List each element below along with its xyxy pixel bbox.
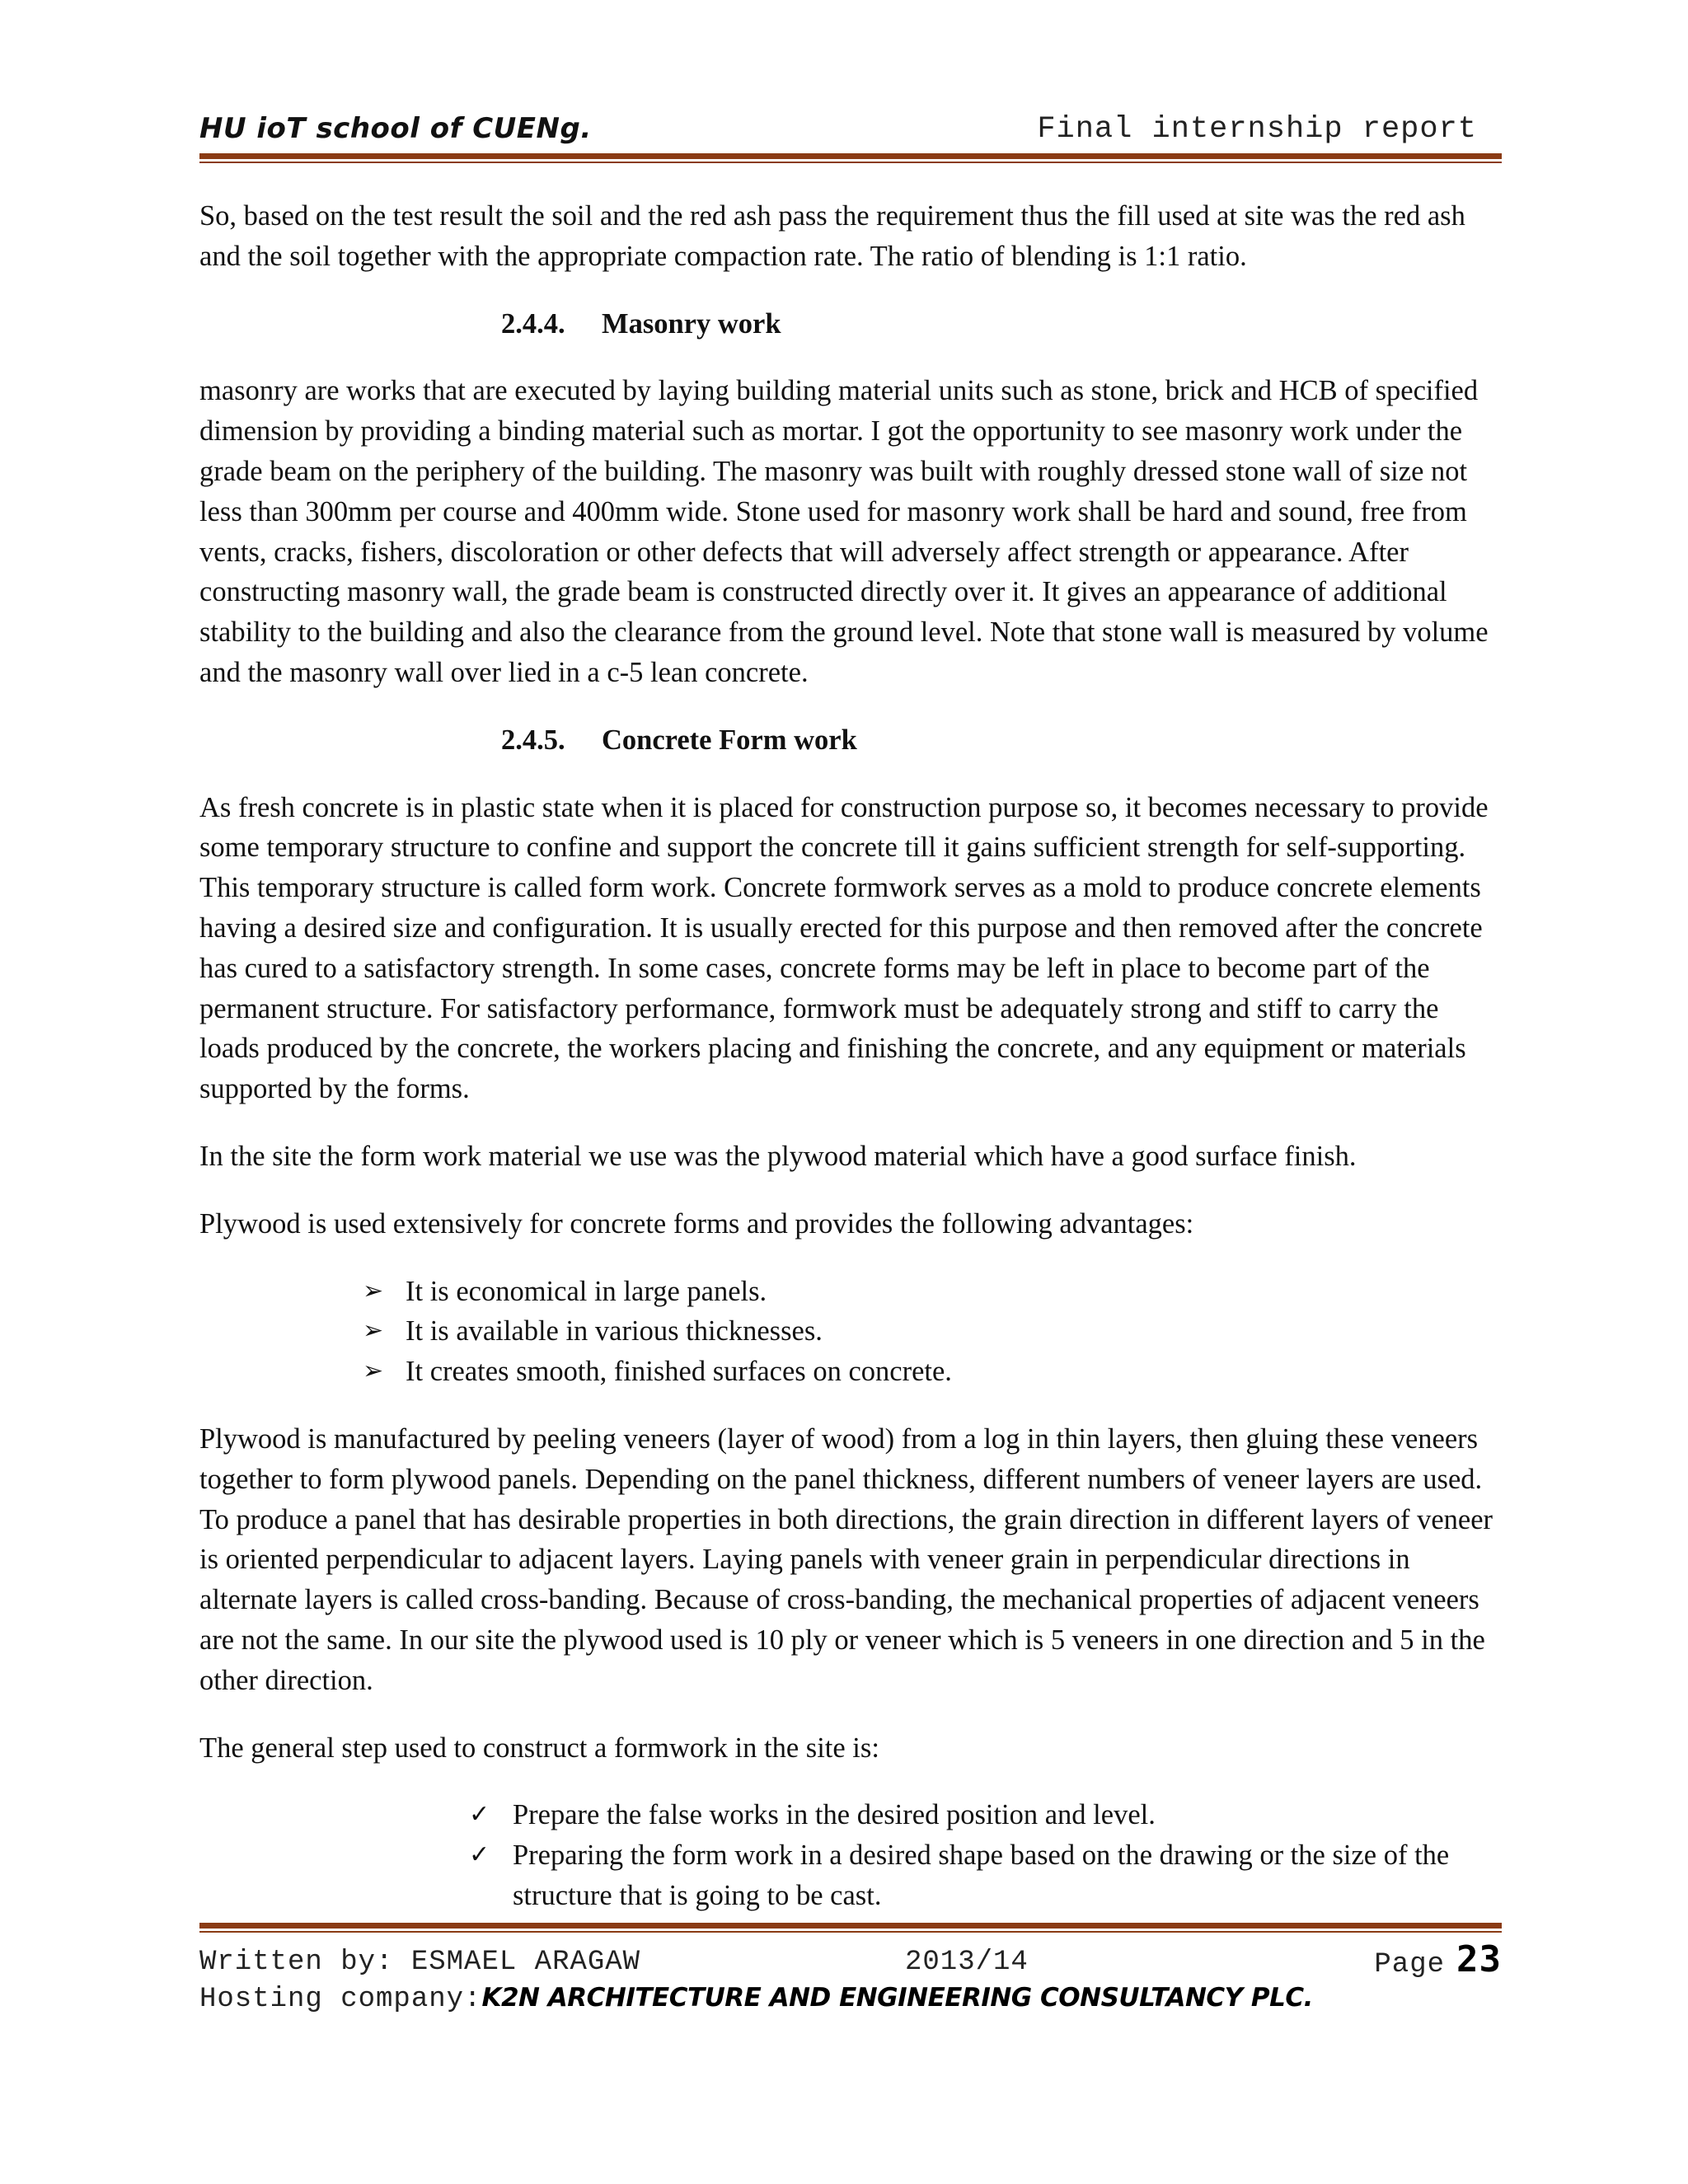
arrow-bullet-icon: ➢ [363,1276,384,1305]
list-item: ➢ It is available in various thicknesses. [199,1311,1502,1352]
list-item: ✓ Preparing the form work in a desired shape based on the drawing or the size of the structure that is going to be cast. [199,1835,1502,1916]
footer-author: Written by: ESMAEL ARAGAW [199,1947,641,1978]
checkmark-bullet-icon: ✓ [469,1800,490,1830]
formwork-paragraph: As fresh concrete is in plastic state when it is placed for construction purpose so, it becomes necessary to provide some temporary structure to confine and support the concrete till it gains sufficient strength for self-supporting. This temporary structure is called form work. Concrete formwork serves as a mold to produce concrete elements having a desired size and configuration. It is usually erected for this purpose and then removed after the concrete has cured to a satisfactory strength. In some cases, concrete forms may be left in place to become part of the permanent structure. For satisfactory performance, formwork must be adequately strong and stiff to carry the loads produced by the concrete, the workers placing and finishing the concrete, and any equipment or materials supported by the forms. [199,791,1489,1105]
arrow-bullet-icon: ➢ [363,1316,384,1346]
section-heading-formwork [199,720,1502,761]
masonry-paragraph: masonry are works that are executed by laying building material units such as stone, brick and HCB of specified dimension by providing a binding material such as mortar. I got the opportunity to see masonry work under the grade beam on the periphery of the building. The masonry was built with roughly dressed stone wall of size not less than 300mm per course and 400mm wide. Stone used for masonry work shall be hard and sound, free from vents, cracks, fishers, discoloration or other defects that will adversely affect strength or appearance. After constructing masonry wall, the grade beam is constructed directly over it. It gives an appearance of additional stability to the building and also the clearance from the ground level. Note that stone wall is measured by volume and the masonry wall over lied in a c-5 lean concrete. [199,375,1489,688]
arrow-bullet-icon: ➢ [363,1357,384,1386]
footer-page [1374,1938,1502,1980]
header-divider [199,153,1502,163]
section-title: Masonry work [602,307,781,340]
section-heading-masonry [199,304,1502,344]
section-number: 2.4.4. [501,307,565,340]
steps-list [199,1795,1502,1915]
footer-year: 2013/14 [905,1947,1029,1978]
header-report-title: Final internship report [1037,112,1477,147]
section-number: 2.4.5. [501,724,565,756]
intro-paragraph: So, based on the test result the soil and the red ash pass the requirement thus the fill used at site was the red ash and the soil together with the appropriate compaction rate. The ratio of blending is 1:1 ratio. [199,200,1465,272]
site-material-paragraph: In the site the form work material we use was the plywood material which have a good surface finish. [199,1140,1357,1172]
plywood-paragraph: Plywood is manufactured by peeling veneers (layer of wood) from a log in thin layers, then gluing these veneers together to form plywood panels. Depending on the panel thickness, different numbers of veneer layers are used. To produce a panel that has desirable properties in both directions, the grain direction in different layers of veneer is oriented perpendicular to adjacent layers. Laying panels with veneer grain in perpendicular directions in alternate layers is called cross-banding. Because of cross-banding, the mechanical properties of adjacent veneers are not the same. In our site the plywood used is 10 ply or veneer which is 5 veneers in one direction and 5 in the other direction. [199,1422,1493,1696]
list-item: ➢ It creates smooth, finished surfaces on concrete. [199,1352,1502,1392]
advantages-list [199,1272,1502,1392]
section-title: Concrete Form work [602,724,857,756]
list-item: ✓ Prepare the false works in the desired position and level. [199,1795,1502,1835]
advantages-intro: Plywood is used extensively for concrete forms and provides the following advantages: [199,1207,1194,1240]
page-content [199,196,1502,1943]
page-footer [199,1938,1502,2022]
hosting-label: Hosting company: [199,1984,482,2015]
checkmark-bullet-icon: ✓ [469,1840,490,1870]
page-label: Page [1374,1949,1446,1980]
footer-divider [199,1923,1502,1933]
document-page [199,0,1502,2184]
hosting-company-name: K2N ARCHITECTURE AND ENGINEERING CONSULTANCY PLC. [481,1983,1313,2013]
page-number: 23 [1456,1938,1502,1980]
page-header [199,109,1502,150]
list-item: ➢ It is economical in large panels. [199,1272,1502,1312]
steps-intro: The general step used to construct a formwork in the site is: [199,1732,879,1764]
header-school-name: HU ioT school of CUENg. [199,112,592,145]
